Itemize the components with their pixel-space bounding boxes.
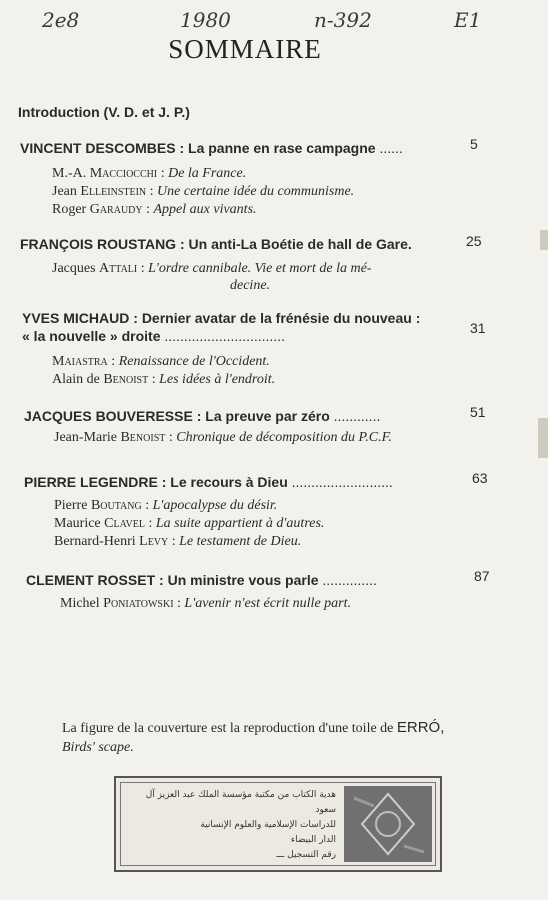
reference-item: Roger Garaudy : Appel aux vivants. [52, 202, 257, 217]
stamp-text: هدية الكتاب من مكتبة مؤسسة الملك عبد العزيز آل سعود للدراسات الإسلامية والعلوم الإنسانية الدار البيضاء رقم التسجيل ـــ [145, 790, 336, 860]
reference-item: Michel Poniatowski : L'avenir n'est écrit nulle part. [60, 596, 351, 611]
toc-entry-roustang: FRANÇOIS ROUSTANG : Un anti-La Boétie de hall de Gare. [20, 236, 412, 252]
article-title: Le recours à Dieu [170, 474, 288, 490]
reference-item: Jacques Attali : L'ordre cannibale. Vie et mort de la mé- [52, 261, 372, 276]
toc-entry-bouveresse: JACQUES BOUVERESSE : La preuve par zéro ............ [24, 408, 381, 424]
reference-item: Maurice Clavel : La suite appartient à d'autres. [54, 516, 325, 531]
page-number: 25 [466, 233, 482, 249]
toc-entry-rosset: CLEMENT ROSSET : Un ministre vous parle .............. [26, 572, 377, 588]
dot-leader: ............ [329, 408, 381, 424]
article-title: La panne en rase campagne [188, 140, 376, 156]
author-name: CLEMENT ROSSET [26, 572, 156, 588]
dot-leader: ............................... [160, 328, 285, 344]
reference-item: Jean Elleinstein : Une certaine idée du communisme. [52, 184, 355, 199]
reference-item: Bernard-Henri Levy : Le testament de Dieu. [54, 534, 302, 549]
toc-entry-michaud-line2: « la nouvelle » droite ............................... [22, 328, 285, 344]
handwritten-code: E1 [454, 8, 482, 32]
toc-entry-descombes: VINCENT DESCOMBES : La panne en rase campagne ...... [20, 140, 403, 156]
article-title: Dernier avatar de la frénésie du nouveau : [141, 310, 421, 326]
introduction-entry: Introduction (V. D. et J. P.) [18, 104, 190, 120]
dot-leader: ...... [375, 140, 403, 156]
author-name: PIERRE LEGENDRE [24, 474, 158, 490]
reference-item-continuation: decine. [230, 278, 271, 293]
toc-entry-michaud: YVES MICHAUD : Dernier avatar de la frénésie du nouveau : [22, 310, 421, 326]
toc-entry-legendre: PIERRE LEGENDRE : Le recours à Dieu .......................... [24, 474, 393, 490]
cover-credit: La figure de la couverture est la reproduction d'une toile de ERRÓ, Birds' scape. [62, 719, 445, 755]
reference-item: Alain de Benoist : Les idées à l'endroit. [52, 372, 276, 387]
author-name: JACQUES BOUVERESSE [24, 408, 193, 424]
handwritten-ref: 2e8 [42, 8, 80, 32]
dot-leader: .......................... [287, 474, 393, 490]
page-number: 5 [470, 136, 478, 152]
library-stamp [114, 776, 442, 872]
article-title: La preuve par zéro [205, 408, 330, 424]
reference-item: Pierre Boutang : L'apocalypse du désir. [54, 498, 278, 513]
author-name: FRANÇOIS ROUSTANG [20, 236, 177, 252]
artwork-title: Birds' scape. [62, 740, 134, 755]
dot-leader: .............. [318, 572, 377, 588]
artist-name: ERRÓ, [396, 719, 445, 736]
page-title: SOMMAIRE [168, 34, 322, 64]
page-number: 31 [470, 320, 486, 336]
handwritten-number: n-392 [314, 8, 372, 32]
handwritten-year: 1980 [180, 8, 231, 32]
reference-item: Jean-Marie Benoist : Chronique de décomposition du P.C.F. [54, 430, 392, 445]
page-number: 63 [472, 470, 488, 486]
page-edge-mark [538, 418, 548, 458]
author-name: YVES MICHAUD [22, 310, 130, 326]
article-title: Un anti-La Boétie de hall de Gare. [188, 236, 412, 252]
stamp-logo-image [344, 786, 432, 862]
reference-item: Maiastra : Renaissance de l'Occident. [52, 354, 270, 369]
article-title: Un ministre vous parle [167, 572, 319, 588]
reference-item: M.-A. Macciocchi : De la France. [52, 166, 247, 181]
page-number: 87 [474, 568, 490, 584]
page-edge-mark [540, 230, 548, 250]
author-name: VINCENT DESCOMBES [20, 140, 176, 156]
page-number: 51 [470, 404, 486, 420]
